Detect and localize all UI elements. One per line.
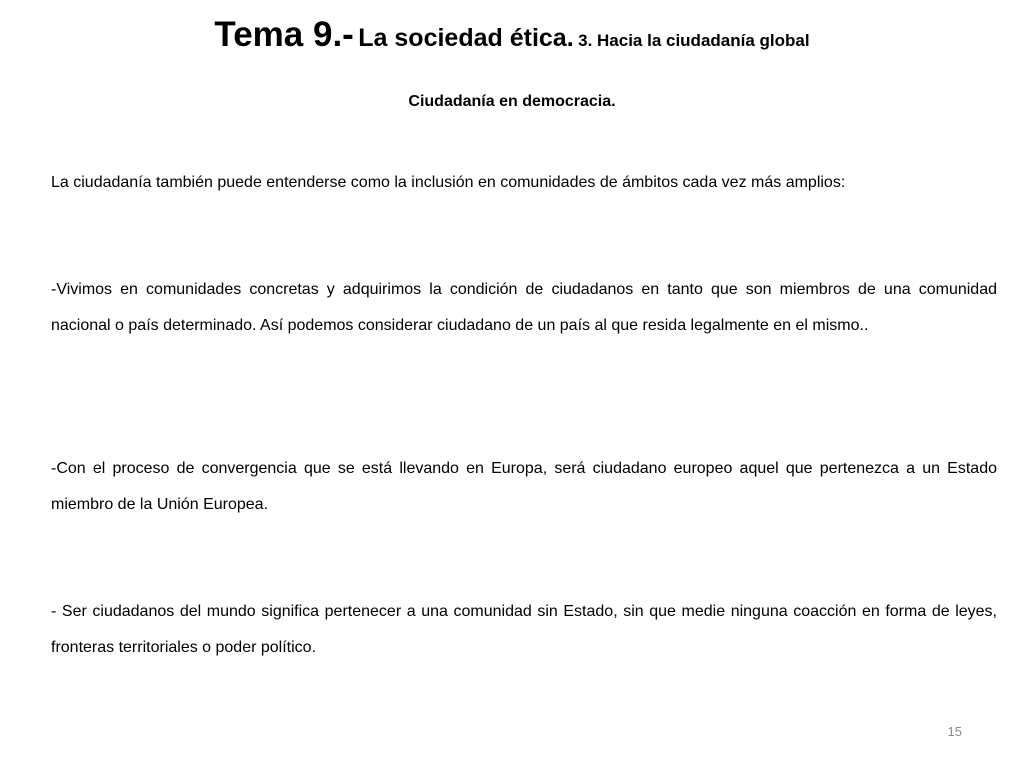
page-number: 15: [947, 724, 962, 739]
title-main: Tema 9.-: [214, 15, 354, 54]
paragraph-national: -Vivimos en comunidades concretas y adquirimos la condición de ciudadanos en tanto que son miembros de una comunidad nacional o país determinado. Así podemos considerar ciudadano de un país al que resida legalmente en el mismo..: [51, 281, 997, 334]
title-small: 3. Hacia la ciudadanía global: [578, 31, 810, 50]
slide-subtitle: Ciudadanía en democracia.: [408, 93, 616, 110]
paragraph-european: -Con el proceso de convergencia que se está llevando en Europa, será ciudadano europeo aquel que pertenezca a un Estado miembro de la Unión Europea.: [51, 460, 997, 513]
slide-title: [0, 14, 1024, 56]
title-sub: La sociedad ética.: [358, 24, 574, 52]
paragraph-intro: La ciudadanía también puede entenderse como la inclusión en comunidades de ámbitos cada vez más amplios:: [51, 174, 846, 191]
paragraph-global: - Ser ciudadanos del mundo significa pertenecer a una comunidad sin Estado, sin que medie ninguna coacción en forma de leyes, fronteras territoriales o poder político.: [51, 603, 997, 656]
